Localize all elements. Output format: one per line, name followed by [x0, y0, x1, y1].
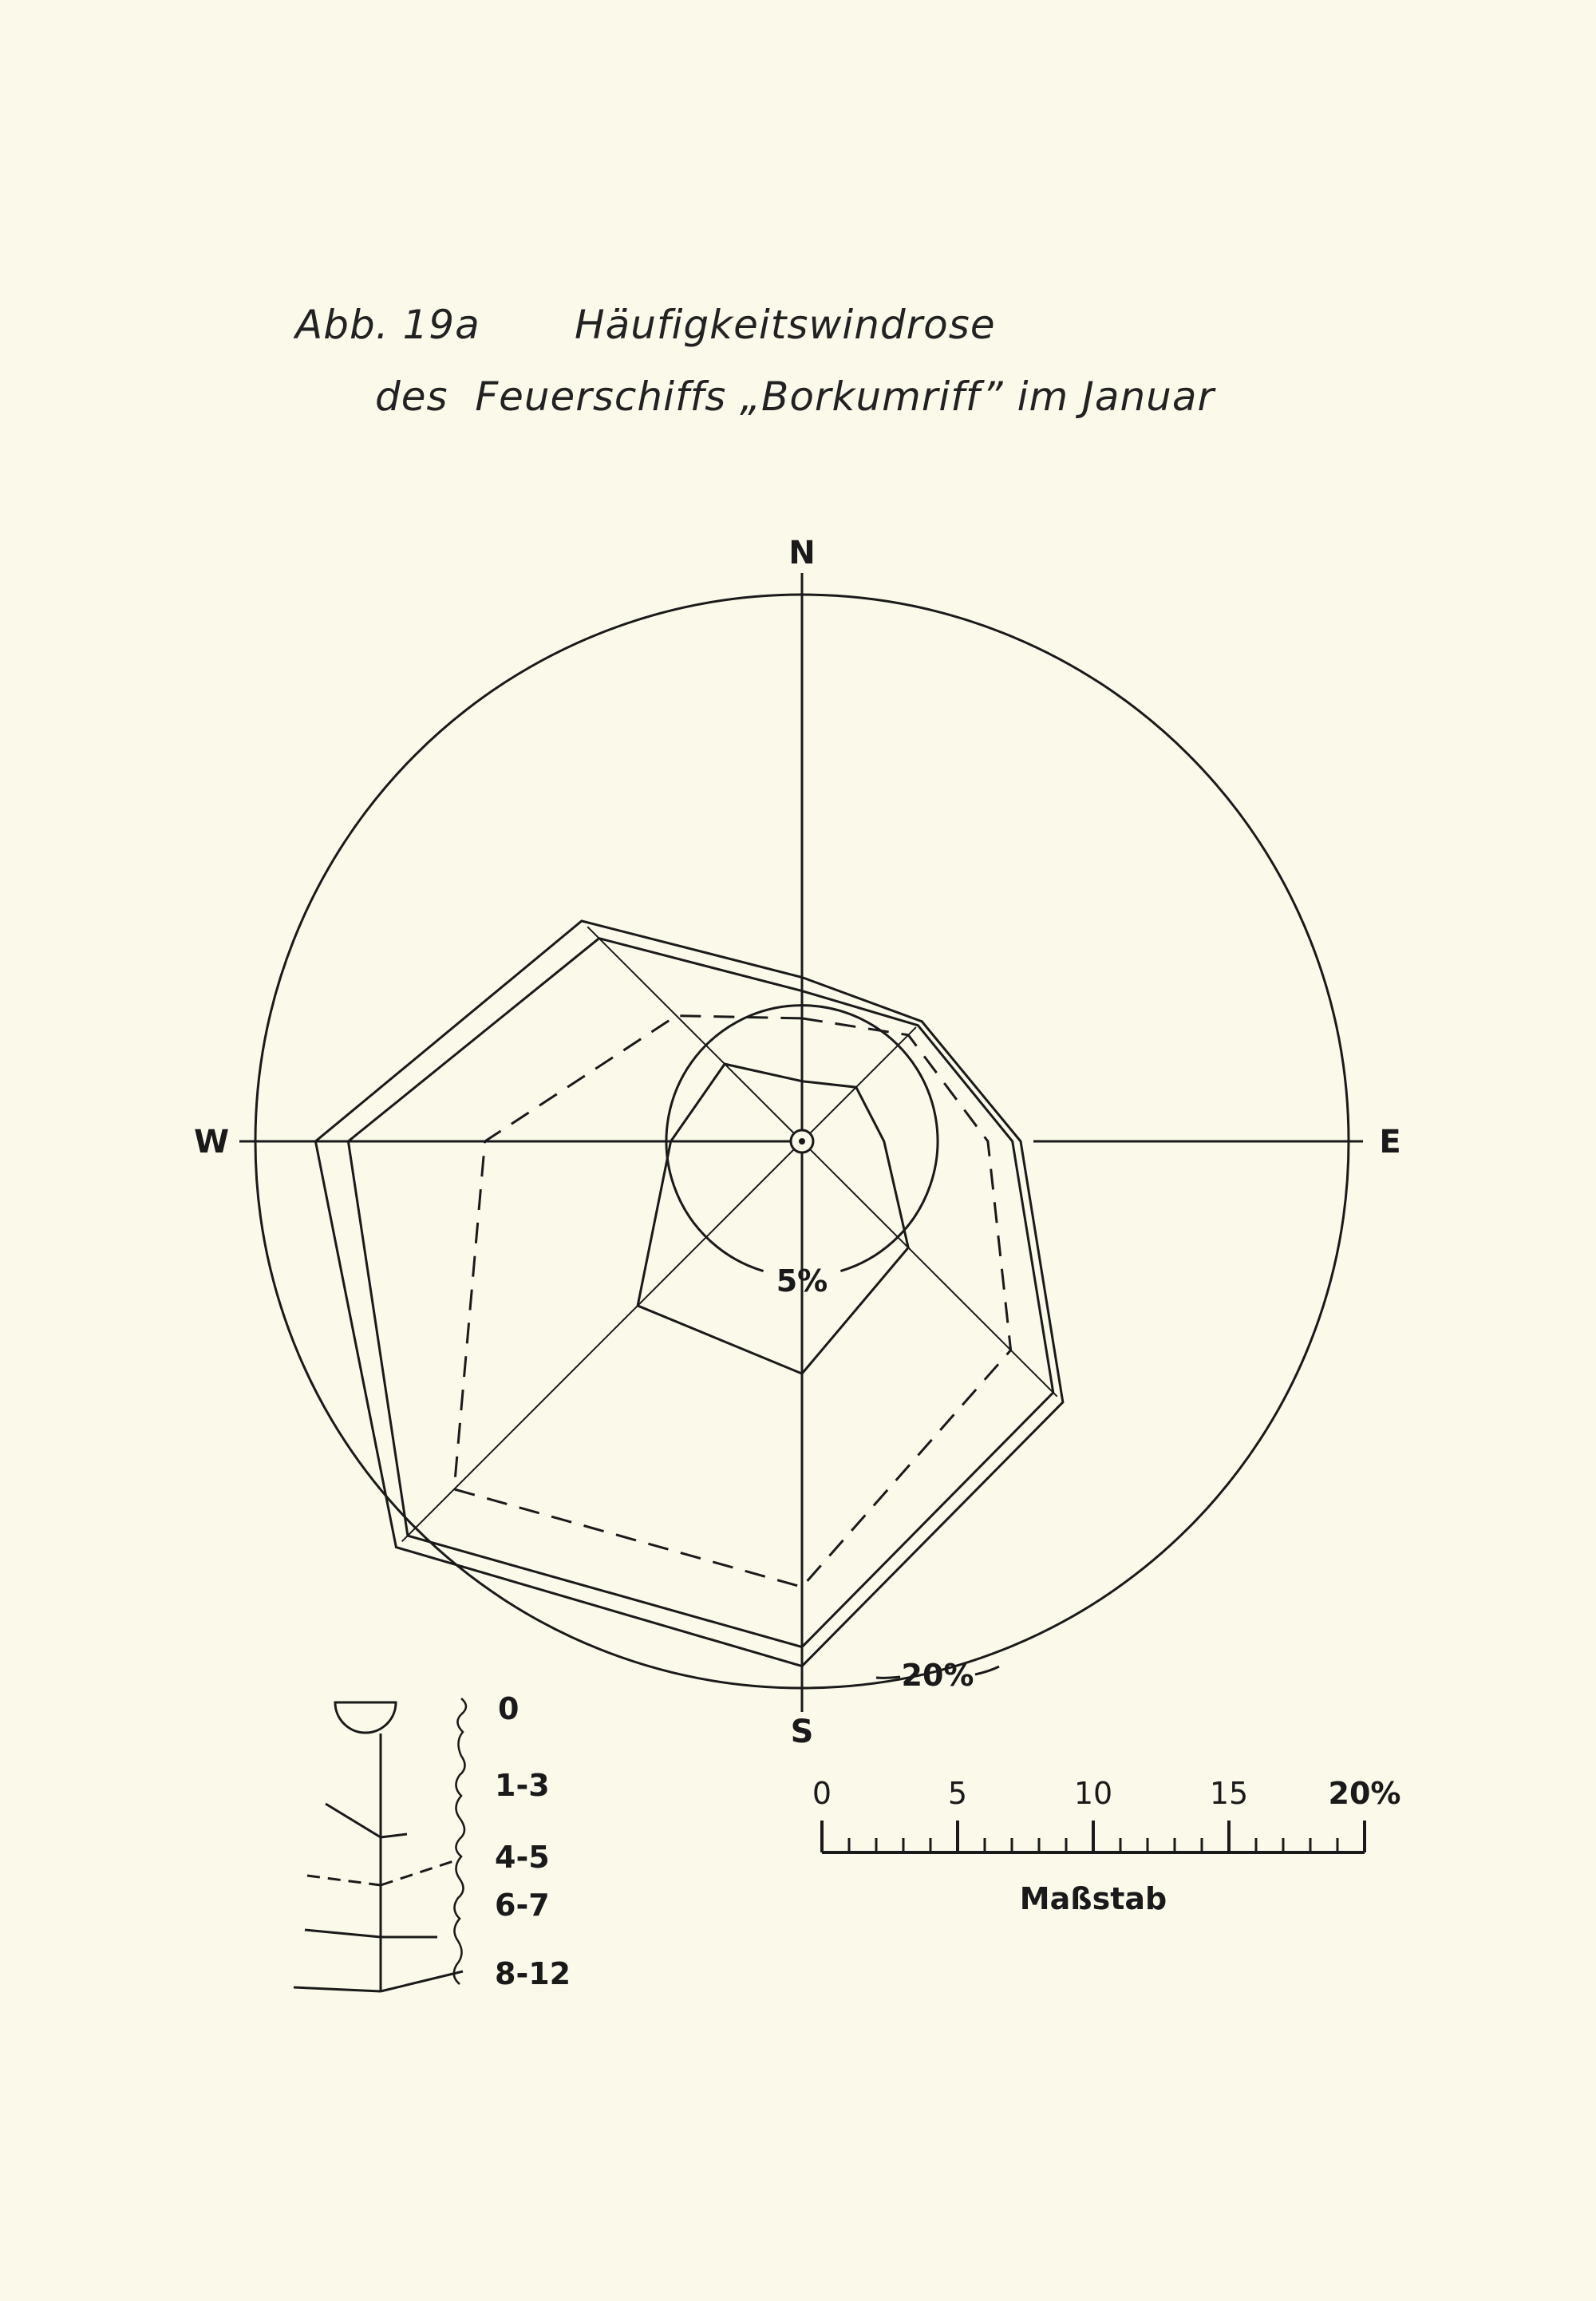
compass-south-label: S	[790, 1714, 814, 1750]
legend-barb-6-7	[305, 1930, 381, 1937]
legend-barb-1-3-tick	[381, 1834, 407, 1837]
series-layer	[315, 921, 1063, 1666]
legend-barb-4-5-left	[307, 1876, 381, 1885]
legend-barb-8-12	[294, 1987, 381, 1991]
series-polygon-6-7	[348, 939, 1053, 1647]
compass-north-label: N	[788, 535, 816, 571]
legend-barb-4-5-right	[381, 1861, 453, 1885]
scale-bar-ticks	[812, 1776, 1401, 1852]
legend-brackets	[454, 1698, 466, 1984]
compass-west-label: W	[193, 1124, 230, 1160]
ring-5-label: 5%	[776, 1263, 828, 1299]
center-dot	[799, 1138, 805, 1145]
scale-bar-title: Maßstab	[1019, 1881, 1167, 1916]
legend-barb-1-3	[326, 1804, 381, 1837]
figure-title-line-2: des Feuerschiffs „Borkumriff” im Januar	[375, 374, 1215, 420]
legend-barb-8-12-right	[381, 1971, 463, 1991]
legend-label-1-3: 1-3	[495, 1768, 550, 1803]
legend-label-0: 0	[498, 1691, 519, 1726]
series-polygon-1-3	[638, 1064, 908, 1374]
spoke-SW	[402, 1141, 802, 1541]
outer-ring-leader-left	[876, 1677, 900, 1678]
legend-label-8-12: 8-12	[495, 1956, 571, 1991]
scale-tick-label-0: 0	[812, 1776, 832, 1811]
outer-ring-leader	[975, 1666, 999, 1674]
scale-tick-label-5: 5	[947, 1776, 968, 1811]
spoke-NW	[587, 927, 802, 1141]
series-polygon-4-5	[454, 1016, 1011, 1587]
legend-label-6-7: 6-7	[495, 1888, 550, 1923]
scale-tick-label-20: 20%	[1328, 1776, 1401, 1811]
legend-cup-symbol	[335, 1702, 396, 1733]
scale-tick-label-10: 10	[1073, 1776, 1113, 1811]
legend	[294, 1691, 571, 1991]
figure-title-line-1: Abb. 19a Häufigkeitswindrose	[295, 302, 996, 348]
scale-tick-label-15: 15	[1209, 1776, 1249, 1811]
compass-east-label: E	[1379, 1124, 1401, 1160]
ring-20-label: 20%	[901, 1658, 974, 1693]
scale-bar	[812, 1776, 1401, 1916]
legend-label-4-5: 4-5	[495, 1840, 550, 1875]
